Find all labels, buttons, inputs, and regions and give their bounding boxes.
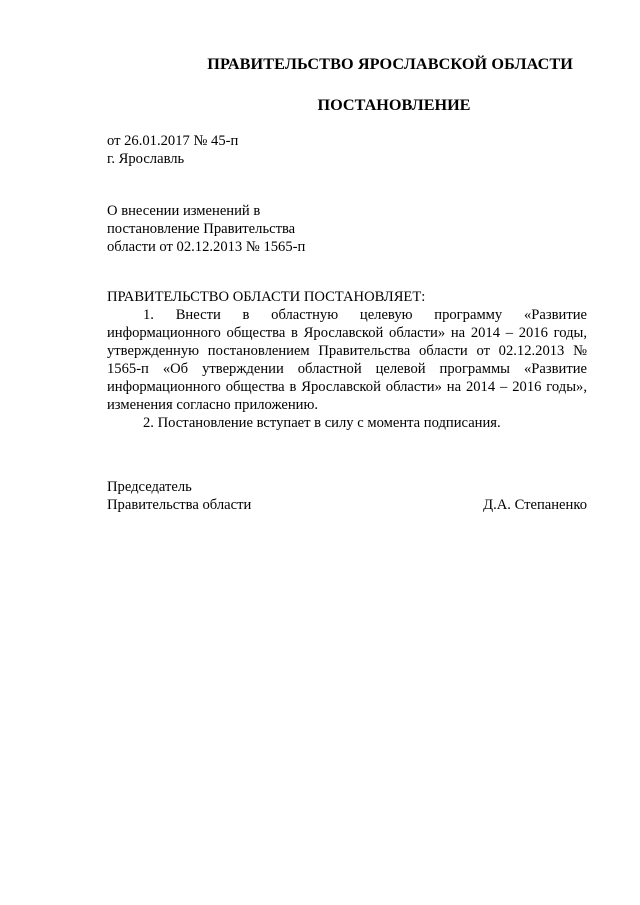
- subject-line-2: постановление Правительства: [107, 221, 296, 237]
- subject-line-1: О внесении изменений в: [107, 203, 261, 219]
- paragraph-item-2: 2. Постановление вступает в силу с момента подписания.: [143, 415, 501, 431]
- decree-statement: ПРАВИТЕЛЬСТВО ОБЛАСТИ ПОСТАНОВЛЯЕТ:: [107, 289, 426, 305]
- paragraph-item-1: 1. Внести в областную целевую программу «Развитие информационного общества в Ярославской области» на 2014 – 2016 годы, утвержденную постановлением Правительства области от 02.12.2013 № 1565-п «Об утверждении областной целевой программы «Развитие информационного общества в Ярославской области» на 2014 – 2016 годы», изменения согласно приложению.: [107, 307, 587, 413]
- subject-line-3: области от 02.12.2013 № 1565-п: [107, 239, 306, 255]
- signatory-title-line-2: Правительства области: [107, 497, 252, 513]
- document-body: [107, 288, 587, 432]
- document-type-title: ПОСТАНОВЛЕНИЕ: [317, 96, 471, 114]
- city: г. Ярославль: [107, 151, 185, 167]
- document-meta: [107, 132, 238, 168]
- organization-header: ПРАВИТЕЛЬСТВО ЯРОСЛАВСКОЙ ОБЛАСТИ: [207, 55, 573, 73]
- document-subject: [107, 202, 305, 256]
- signature-block: [107, 478, 587, 514]
- signature-row: [107, 496, 587, 514]
- signatory-title-line-1: Председатель: [107, 479, 192, 495]
- date-number: от 26.01.2017 № 45-п: [107, 133, 239, 149]
- signatory-name: Д.А. Степаненко: [483, 497, 587, 513]
